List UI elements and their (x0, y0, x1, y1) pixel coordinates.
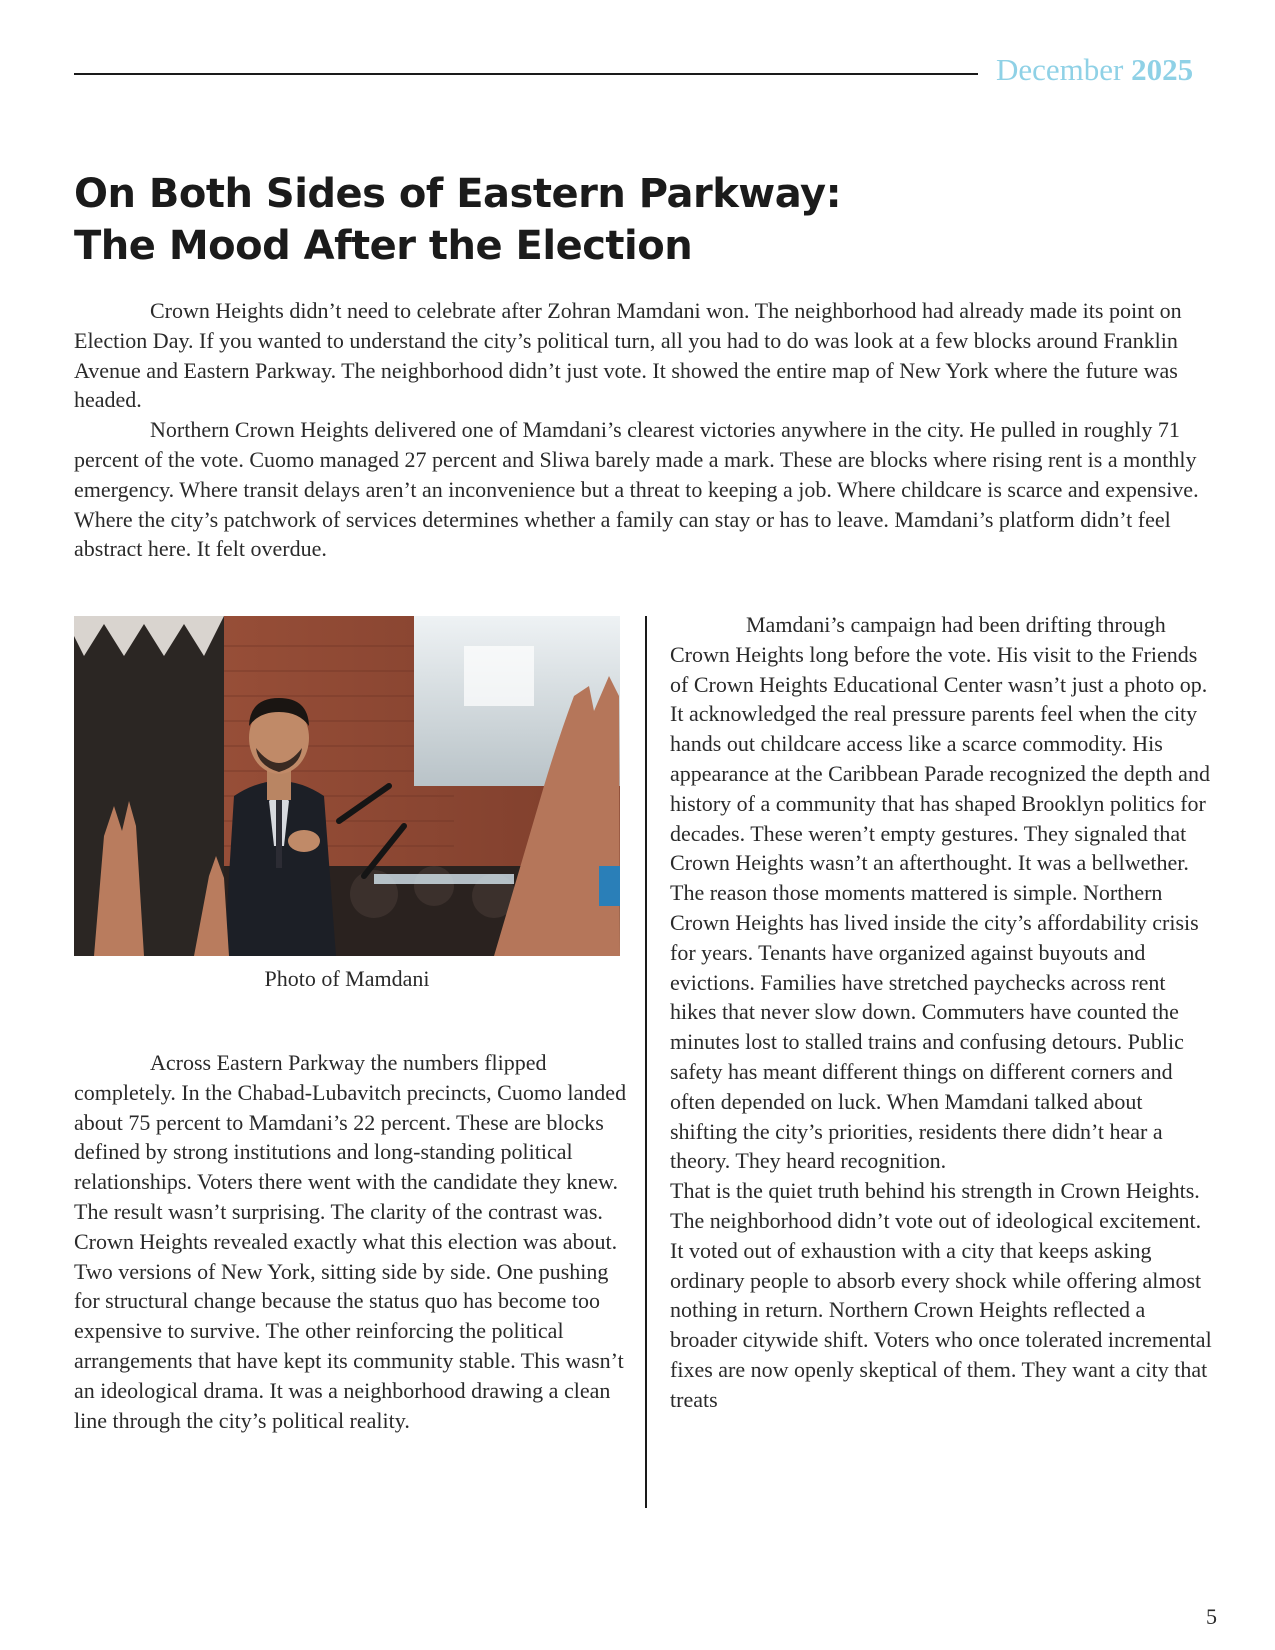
intro-paragraph-1: Crown Heights didn’t need to celebrate after Zohran Mamdani won. The neighborhood had already made its point on Election Day. If you wanted to understand the city’s political turn, all you had to do was look at a few blocks around Franklin Avenue and Eastern Parkway. The neighborhood didn’t just vote. It showed the entire map of New York where the future was headed. (74, 298, 1182, 413)
intro-section (74, 296, 1210, 564)
article-title (74, 168, 1074, 272)
left-paragraph-1: Across Eastern Parkway the numbers flipped completely. In the Chabad-Lubavitch precincts, Cuomo landed about 75 percent to Mamdani’s 22 percent. These are blocks defined by strong institutions and long-standing political relationships. Voters there went with the candidate they knew. The result wasn’t surprising. The clarity of the contrast was. (74, 1050, 627, 1224)
issue-year: 2025 (1131, 52, 1194, 87)
right-paragraph-3: That is the quiet truth behind his strength in Crown Heights. The neighborhood didn’t vote out of ideological excitement. It voted out of exhaustion with a city that keeps asking ordinary people to absorb every shock while offering almost nothing in return. Northern Crown Heights reflected a broader citywide shift. Voters who once tolerated incremental fixes are now openly skeptical of them. They want a city that treats (670, 1178, 1212, 1412)
right-paragraph-1: Mamdani’s campaign had been drifting through Crown Heights long before the vote. His visit to the Friends of Crown Heights Educational Center wasn’t just a photo op. It acknowledged the real pressure parents feel when the city hands out childcare access like a scarce commodity. His appearance at the Caribbean Parade recognized the depth and history of a community that has shaped Brooklyn politics for decades. These weren’t empty gestures. They signaled that Crown Heights wasn’t an afterthought. It was a bellwether. (670, 612, 1210, 876)
right-paragraph-2: The reason those moments mattered is simple. Northern Crown Heights has lived inside the city’s affordability crisis for years. Tenants have organized against buyouts and evictions. Families have stretched paychecks across rent hikes that never slow down. Commuters have counted the minutes lost to stalled trains and confusing detours. Public safety has meant different things on different corners and often depended on luck. When Mamdani talked about shifting the city’s priorities, residents there didn’t hear a theory. They heard recognition. (670, 880, 1199, 1174)
photo-caption: Photo of Mamdani (264, 966, 430, 991)
right-column (670, 610, 1215, 1415)
title-line-1: On Both Sides of Eastern Parkway: (74, 171, 842, 217)
title-line-2: The Mood After the Election (74, 223, 693, 269)
intro-paragraph-2: Northern Crown Heights delivered one of Mamdani’s clearest victories anywhere in the city. He pulled in roughly 71 percent of the vote. Cuomo managed 27 percent and Sliwa barely made a mark. These are blocks where rising rent is a monthly emergency. Where transit delays aren’t an inconvenience but a threat to keeping a job. Where childcare is scarce and expensive. Where the city’s patchwork of services determines whether a family can stay or has to leave. Mamdani’s platform didn’t feel abstract here. It felt overdue. (74, 417, 1199, 562)
issue-month: December (996, 52, 1124, 87)
issue-date (996, 54, 1193, 85)
left-paragraph-2: Crown Heights revealed exactly what this election was about. Two versions of New York, sitting side by side. One pushing for structural change because the status quo has become too expensive to survive. The other reinforcing the political arrangements that have kept its community stable. This wasn’t an ideological drama. It was a neighborhood drawing a clean line through the city’s political reality. (74, 1228, 624, 1433)
column-divider (645, 616, 647, 1508)
page-number: 5 (1206, 1604, 1217, 1629)
header-rule (74, 73, 978, 75)
mamdani-photo (74, 616, 620, 956)
left-column (74, 1048, 630, 1435)
